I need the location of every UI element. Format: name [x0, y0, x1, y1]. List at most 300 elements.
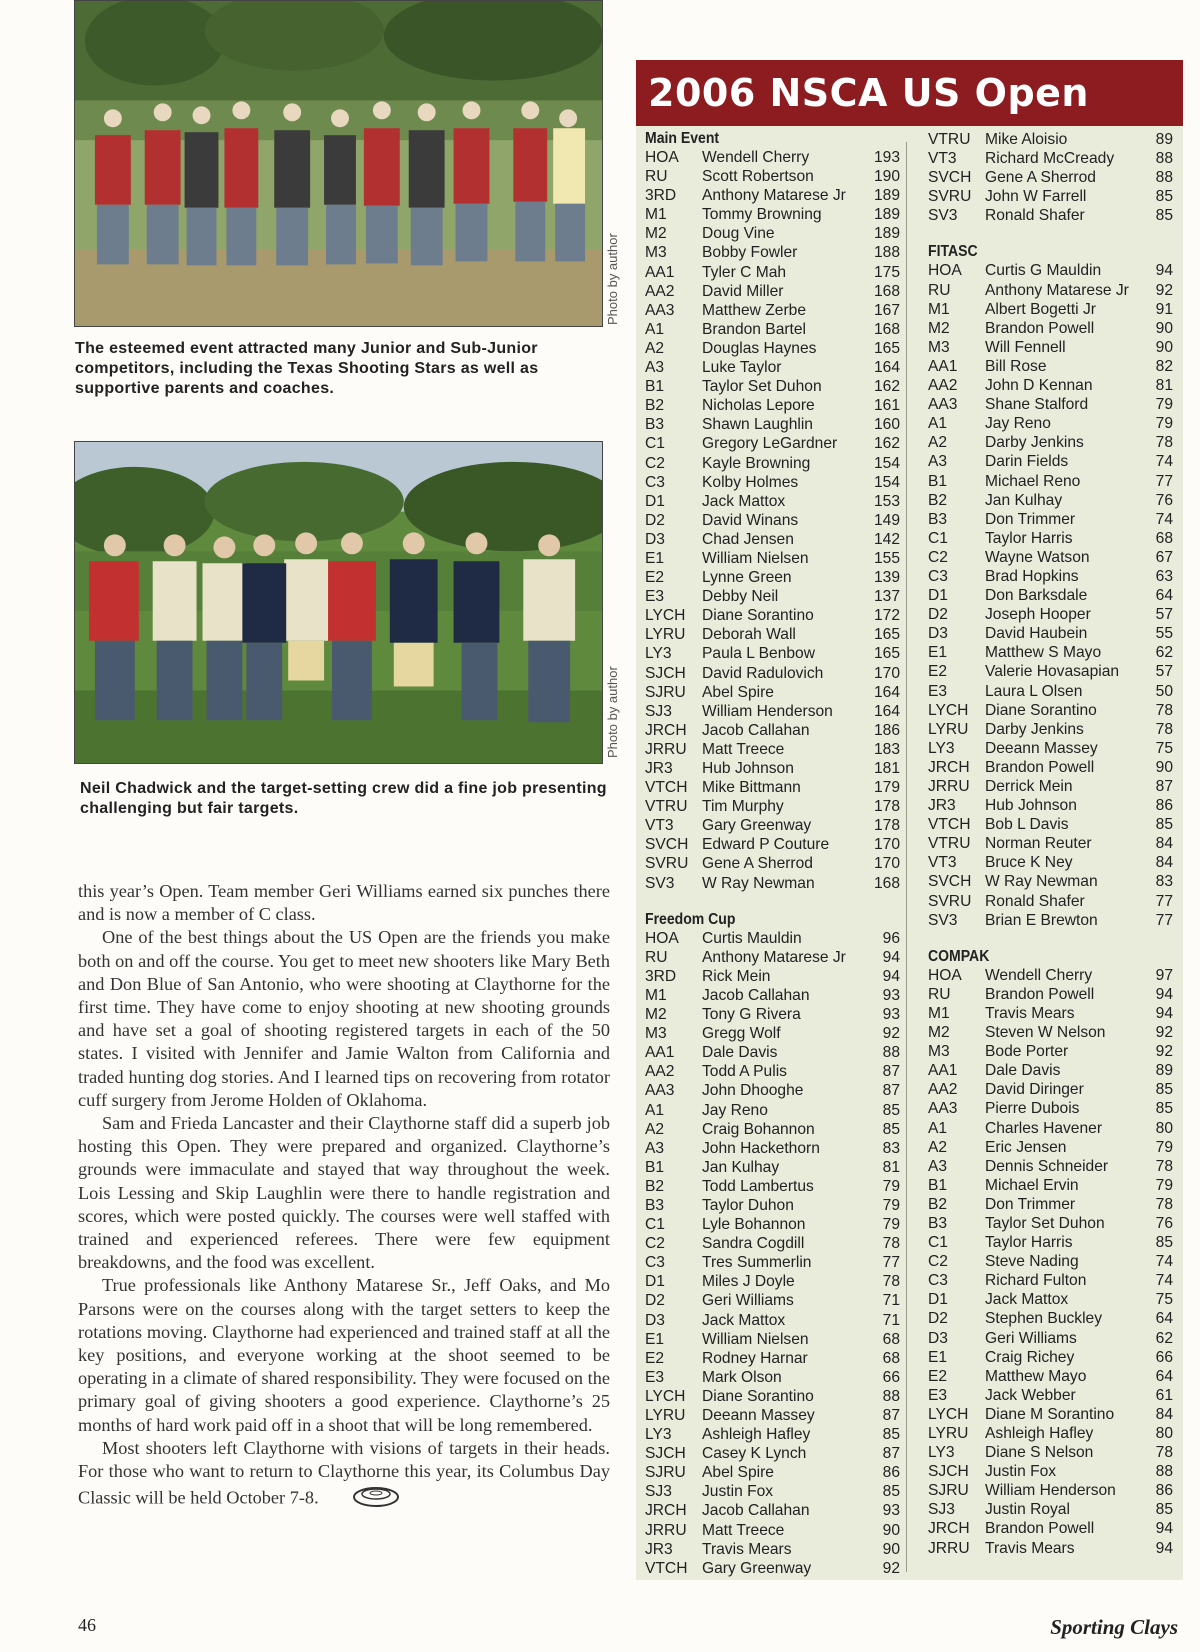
- result-score: 78: [1155, 720, 1173, 738]
- result-name: Miles J Doyle: [702, 1273, 795, 1291]
- result-row: [645, 1406, 900, 1425]
- result-class: M2: [928, 319, 950, 337]
- result-name: Doug Vine: [702, 225, 775, 243]
- result-row: [645, 625, 900, 644]
- result-name: W Ray Newman: [702, 874, 815, 892]
- result-score: 66: [1155, 1348, 1173, 1366]
- result-row: [645, 874, 900, 893]
- result-row: [645, 1005, 900, 1024]
- result-class: JR3: [645, 1540, 673, 1558]
- result-name: Rick Mein: [702, 967, 771, 985]
- result-name: Brandon Powell: [985, 319, 1095, 337]
- result-name: Taylor Set Duhon: [702, 378, 822, 396]
- result-score: 168: [873, 320, 900, 338]
- result-name: Justin Royal: [985, 1501, 1070, 1519]
- page-number: 46: [78, 1615, 96, 1635]
- result-score: 178: [873, 798, 900, 816]
- result-score: 80: [1155, 1425, 1173, 1442]
- result-class: JRRU: [645, 1521, 687, 1539]
- result-score: 183: [873, 740, 900, 758]
- result-row: [928, 872, 1173, 891]
- result-name: Michael Ervin: [985, 1176, 1079, 1194]
- result-name: Brad Hopkins: [985, 567, 1079, 585]
- result-class: B1: [645, 1158, 665, 1176]
- result-name: Gregory LeGardner: [702, 435, 838, 453]
- result-class: SV3: [645, 874, 675, 892]
- result-row: [928, 130, 1173, 149]
- photo-credit-1: Photo by author: [605, 233, 620, 325]
- result-name: Lynne Green: [702, 569, 792, 587]
- result-row: [645, 759, 900, 778]
- result-name: Abel Spire: [702, 1464, 774, 1482]
- result-class: C1: [928, 529, 948, 547]
- result-row: [645, 1196, 900, 1215]
- result-name: Geri Williams: [702, 1292, 794, 1310]
- result-class: C3: [928, 567, 948, 585]
- result-name: Shane Stalford: [985, 396, 1089, 414]
- result-name: Geri Williams: [985, 1329, 1077, 1347]
- photo-caption-1: The esteemed event attracted many Junior and Sub-Junior competitors, including the Texas Shooting Stars as well as supportive parents and coaches.: [75, 340, 539, 397]
- result-row: [645, 664, 900, 683]
- result-class: C1: [928, 1234, 948, 1252]
- result-name: John Hackethorn: [702, 1139, 820, 1157]
- result-class: SVRU: [928, 188, 972, 206]
- result-score: 78: [1155, 434, 1173, 452]
- result-score: 79: [1155, 1138, 1173, 1156]
- result-row: [928, 472, 1173, 491]
- result-row: [928, 985, 1173, 1004]
- result-score: 88: [1155, 1463, 1173, 1481]
- result-class: LYCH: [928, 701, 969, 719]
- result-score: 80: [1155, 1119, 1173, 1137]
- result-row: [928, 1481, 1173, 1500]
- result-name: Steve Nading: [985, 1253, 1079, 1271]
- result-row: [645, 1101, 900, 1120]
- result-class: RU: [645, 948, 668, 966]
- result-class: D3: [645, 1311, 665, 1329]
- result-name: Craig Bohannon: [702, 1120, 815, 1138]
- result-class: VT3: [928, 854, 957, 872]
- result-score: 92: [1155, 1043, 1173, 1061]
- result-class: D1: [645, 1273, 665, 1291]
- result-row: [928, 1042, 1173, 1061]
- result-row: [645, 1387, 900, 1406]
- result-score: 62: [1155, 644, 1173, 662]
- result-score: 87: [882, 1407, 900, 1424]
- result-row: [928, 1080, 1173, 1099]
- result-score: 89: [1155, 131, 1173, 148]
- result-name: Craig Richey: [985, 1348, 1075, 1366]
- result-row: [645, 454, 900, 473]
- result-class: JRRU: [928, 1539, 970, 1557]
- result-class: E1: [645, 1330, 665, 1348]
- result-row: [928, 206, 1173, 225]
- result-class: HOA: [645, 149, 679, 166]
- result-name: Abel Spire: [702, 683, 774, 701]
- result-score: 86: [882, 1464, 900, 1482]
- result-class: AA1: [645, 1044, 675, 1062]
- result-class: E2: [928, 663, 948, 681]
- result-score: 82: [1155, 357, 1173, 375]
- result-score: 85: [882, 1120, 900, 1138]
- result-class: C1: [645, 435, 665, 453]
- result-score: 86: [1155, 1482, 1173, 1500]
- result-name: Gary Greenway: [702, 1559, 812, 1577]
- result-row: [645, 530, 900, 549]
- result-class: M1: [645, 986, 667, 1004]
- result-name: Tim Murphy: [702, 798, 784, 816]
- result-row: [928, 168, 1173, 187]
- result-score: 74: [1155, 510, 1173, 528]
- result-score: 86: [1155, 797, 1173, 815]
- result-name: John Dhooghe: [702, 1082, 804, 1100]
- result-class: B1: [928, 472, 948, 490]
- result-score: 92: [1155, 281, 1173, 299]
- result-name: Brandon Powell: [985, 985, 1095, 1003]
- result-row: [928, 586, 1173, 605]
- result-score: 162: [873, 435, 900, 453]
- result-class: A1: [645, 1101, 665, 1119]
- result-class: AA3: [928, 396, 958, 414]
- result-class: M3: [645, 244, 667, 262]
- result-class: JR3: [928, 797, 956, 815]
- result-row: [645, 1482, 900, 1501]
- result-row: [928, 777, 1173, 796]
- result-row: [645, 1272, 900, 1291]
- result-score: 63: [1155, 567, 1173, 585]
- section-gap: [928, 225, 1173, 243]
- result-row: [928, 1329, 1173, 1348]
- result-row: [928, 338, 1173, 357]
- result-score: 79: [1155, 1176, 1173, 1194]
- result-class: B3: [645, 1196, 665, 1214]
- result-class: A3: [645, 359, 665, 377]
- result-class: RU: [645, 168, 668, 186]
- result-score: 71: [882, 1311, 900, 1329]
- result-class: HOA: [928, 966, 962, 984]
- result-row: [928, 529, 1173, 548]
- result-name: Justin Fox: [702, 1483, 774, 1501]
- result-name: Hub Johnson: [702, 760, 794, 777]
- result-score: 79: [882, 1177, 900, 1195]
- result-class: SJCH: [645, 664, 686, 682]
- result-class: E2: [645, 1349, 665, 1367]
- result-score: 87: [882, 1063, 900, 1081]
- result-row: [928, 1519, 1173, 1538]
- result-class: D3: [928, 1329, 948, 1347]
- result-score: 71: [882, 1292, 900, 1310]
- result-row: [645, 568, 900, 587]
- result-score: 93: [882, 986, 900, 1004]
- result-row: [928, 281, 1173, 300]
- result-class: D3: [928, 625, 948, 643]
- result-class: AA1: [645, 263, 675, 281]
- result-row: [928, 1539, 1173, 1558]
- result-score: 68: [882, 1349, 900, 1367]
- result-name: Tommy Browning: [702, 206, 822, 224]
- result-row: [928, 1023, 1173, 1042]
- result-score: 93: [882, 1502, 900, 1520]
- result-name: Norman Reuter: [985, 835, 1092, 853]
- result-class: LYCH: [645, 1387, 686, 1405]
- result-class: SVCH: [928, 873, 972, 891]
- result-row: [928, 1443, 1173, 1462]
- result-score: 193: [873, 149, 900, 166]
- result-name: Taylor Harris: [985, 529, 1073, 547]
- result-score: 91: [1155, 300, 1173, 318]
- result-class: C3: [928, 1272, 948, 1290]
- result-score: 81: [1155, 377, 1173, 395]
- result-score: 78: [1155, 1444, 1173, 1462]
- result-score: 88: [1155, 150, 1173, 168]
- article-paragraph: Sam and Frieda Lancaster and their Claythorne staff did a superb job hosting this Open. They were prepared and organized. Claythorne’s grounds were immaculate and stayed that way throughout the week. Lois Lessing and Skip Laughlin were there to handle registration and scores, which were posted quickly. The courses were well staffed with trained and experienced referees. There were few equipment breakdowns, and the food was excellent.: [78, 1113, 610, 1273]
- result-name: Mike Bittmann: [702, 779, 801, 797]
- result-score: 85: [1155, 1234, 1173, 1252]
- result-row: [645, 986, 900, 1005]
- result-score: 67: [1155, 548, 1173, 566]
- result-class: E1: [645, 549, 665, 567]
- result-class: AA3: [645, 301, 675, 319]
- result-name: Don Trimmer: [985, 1195, 1076, 1213]
- result-score: 74: [1155, 1253, 1173, 1271]
- result-score: 85: [882, 1426, 900, 1444]
- result-score: 76: [1155, 1214, 1173, 1232]
- result-class: SJRU: [645, 1464, 686, 1482]
- result-row: [645, 167, 900, 186]
- result-name: Jacob Callahan: [702, 1502, 810, 1520]
- result-class: JRCH: [645, 1502, 687, 1520]
- result-score: 188: [873, 244, 900, 262]
- result-row: [928, 414, 1173, 433]
- result-row: [928, 892, 1173, 911]
- result-class: SJRU: [928, 1482, 969, 1500]
- section-gap: [928, 930, 1173, 948]
- result-row: [928, 1195, 1173, 1214]
- result-name: Bill Rose: [985, 357, 1047, 375]
- result-name: Scott Robertson: [702, 168, 814, 186]
- article-paragraph: True professionals like Anthony Matarese Sr., Jeff Oaks, and Mo Parsons were on the courses along with the target setters to keep the rotations moving. Claythorne had experienced and trained staff at all the key positions, and everyone working at the shoot seemed to be operating in a climate of shared responsibility. They were focused on the primary goal of giving shooters a good experience. Claythorne’s 25 months of hard work paid off in a shoot that will be long remembered.: [78, 1275, 610, 1435]
- result-row: [645, 263, 900, 282]
- result-row: [928, 1462, 1173, 1481]
- result-class: LYRU: [645, 1407, 686, 1424]
- result-name: Dale Davis: [702, 1044, 778, 1062]
- result-row: [645, 967, 900, 986]
- result-name: Todd A Pulis: [702, 1063, 787, 1081]
- result-class: AA3: [928, 1100, 958, 1118]
- result-class: JRCH: [928, 758, 970, 776]
- result-class: E1: [928, 1348, 948, 1366]
- result-class: M3: [928, 338, 950, 356]
- result-name: Douglas Haynes: [702, 339, 817, 357]
- result-row: [928, 491, 1173, 510]
- article-paragraph: One of the best things about the US Open are the friends you make both on and off the course. You get to meet new shooters like Mary Beth and Don Blue of San Antonio, who were shooting at Claythorne for the first time. They have come to enjoy shooting at new shooting grounds and have set a goal of shooting registered targets in each of the 50 states. I visited with Jennifer and Jamie Walton from California and traded hunting dog stories. And I learned tips on recovering from rotator cuff surgery from Jerome Holden of Oklahoma.: [78, 927, 610, 1110]
- result-class: C2: [645, 454, 665, 472]
- result-class: VTRU: [928, 131, 971, 148]
- result-row: [645, 1120, 900, 1139]
- result-row: [645, 1043, 900, 1062]
- result-class: E2: [645, 569, 665, 587]
- result-score: 89: [1155, 1062, 1173, 1080]
- result-class: AA2: [928, 1081, 958, 1099]
- result-row: [928, 911, 1173, 930]
- result-name: Will Fennell: [985, 338, 1066, 356]
- result-score: 85: [882, 1483, 900, 1501]
- result-name: Wendell Cherry: [985, 966, 1093, 984]
- result-row: [645, 1521, 900, 1540]
- section-title: Freedom Cup: [645, 910, 736, 928]
- result-score: 78: [882, 1235, 900, 1253]
- result-class: SVRU: [645, 855, 689, 873]
- result-score: 57: [1155, 663, 1173, 681]
- result-row: [645, 1425, 900, 1444]
- section-title: FITASC: [928, 243, 978, 261]
- result-class: B3: [928, 510, 948, 528]
- result-row: [645, 1024, 900, 1043]
- result-name: Sandra Cogdill: [702, 1235, 805, 1253]
- result-row: [928, 1252, 1173, 1271]
- result-class: LY3: [645, 1426, 672, 1444]
- result-name: Bob L Davis: [985, 816, 1069, 834]
- result-class: SJCH: [645, 1445, 686, 1463]
- result-name: Ronald Shafer: [985, 207, 1085, 225]
- result-row: [645, 549, 900, 568]
- result-score: 92: [882, 1025, 900, 1043]
- result-row: [928, 1309, 1173, 1328]
- result-row: [928, 433, 1173, 452]
- result-name: Don Barksdale: [985, 587, 1088, 605]
- result-class: SVCH: [645, 836, 689, 854]
- result-row: [645, 1253, 900, 1272]
- result-class: C2: [928, 548, 948, 566]
- result-row: [928, 319, 1173, 338]
- result-class: M3: [645, 1025, 667, 1043]
- result-name: Chad Jensen: [702, 530, 794, 548]
- result-name: Anthony Matarese Jr: [985, 281, 1129, 299]
- result-row: [928, 1500, 1173, 1519]
- result-name: Valerie Hovasapian: [985, 663, 1120, 681]
- result-class: AA2: [645, 282, 675, 300]
- result-name: Tyler C Mah: [702, 263, 787, 281]
- result-score: 170: [873, 855, 900, 873]
- result-class: LYRU: [645, 626, 686, 644]
- result-class: VTCH: [928, 816, 971, 834]
- section-title: Main Event: [645, 130, 720, 147]
- result-score: 78: [1155, 701, 1173, 719]
- result-class: A1: [928, 415, 948, 433]
- result-name: William Nielsen: [702, 549, 809, 567]
- result-score: 87: [1155, 778, 1173, 795]
- result-score: 94: [1155, 1004, 1173, 1022]
- result-name: Kayle Browning: [702, 454, 811, 472]
- result-score: 178: [873, 817, 900, 835]
- result-score: 168: [873, 874, 900, 892]
- result-score: 57: [1155, 606, 1173, 624]
- result-name: William Henderson: [702, 702, 833, 720]
- column-divider: [906, 142, 907, 1572]
- result-name: Bobby Fowler: [702, 244, 798, 262]
- result-score: 77: [882, 1254, 900, 1272]
- result-class: SJCH: [928, 1463, 969, 1481]
- result-name: Tony G Rivera: [702, 1006, 801, 1024]
- result-class: SVCH: [928, 169, 972, 187]
- result-name: Michael Reno: [985, 472, 1081, 490]
- result-name: Matthew Zerbe: [702, 301, 807, 319]
- result-class: VTCH: [645, 1559, 688, 1577]
- result-row: [645, 778, 900, 797]
- result-name: John W Farrell: [985, 188, 1087, 206]
- result-class: D1: [928, 1291, 948, 1309]
- result-row: [928, 300, 1173, 319]
- result-row: [928, 1290, 1173, 1309]
- result-class: VTCH: [645, 779, 688, 797]
- result-name: Steven W Nelson: [985, 1024, 1106, 1042]
- result-score: 93: [882, 1006, 900, 1024]
- result-name: Bode Porter: [985, 1043, 1069, 1061]
- photo-credit-2: Photo by author: [605, 666, 620, 758]
- result-row: [645, 587, 900, 606]
- result-class: E2: [928, 1367, 948, 1385]
- result-row: [928, 834, 1173, 853]
- result-row: [645, 1349, 900, 1368]
- result-score: 94: [1155, 985, 1173, 1003]
- result-row: [645, 1540, 900, 1559]
- result-row: [928, 624, 1173, 643]
- result-row: [645, 1444, 900, 1463]
- result-name: Taylor Set Duhon: [985, 1214, 1105, 1232]
- result-name: Tres Summerlin: [702, 1254, 812, 1272]
- result-class: M2: [645, 1006, 667, 1024]
- clay-target-icon: [327, 1483, 401, 1515]
- result-class: A2: [928, 434, 948, 452]
- result-class: A2: [645, 339, 665, 357]
- result-score: 88: [1155, 169, 1173, 187]
- photo-target-crew: [74, 441, 603, 764]
- result-name: Joseph Hooper: [985, 606, 1091, 624]
- result-score: 97: [1155, 966, 1173, 984]
- result-class: M1: [928, 1004, 950, 1022]
- result-score: 155: [873, 549, 900, 567]
- result-name: Nicholas Lepore: [702, 397, 815, 415]
- result-class: M3: [928, 1043, 950, 1061]
- result-name: Stephen Buckley: [985, 1310, 1103, 1328]
- result-name: Brandon Powell: [985, 758, 1095, 776]
- result-score: 164: [873, 702, 900, 720]
- result-score: 165: [873, 645, 900, 663]
- result-class: JR3: [645, 760, 673, 777]
- results-sidebar: [636, 60, 1183, 1580]
- result-row: [645, 377, 900, 396]
- result-row: [928, 1176, 1173, 1195]
- result-row: [928, 1405, 1173, 1424]
- result-class: C3: [645, 1254, 665, 1272]
- result-class: A2: [645, 1120, 665, 1138]
- result-name: Don Trimmer: [985, 510, 1076, 528]
- result-class: LYRU: [928, 1425, 969, 1442]
- result-row: [645, 320, 900, 339]
- result-row: [928, 1157, 1173, 1176]
- result-class: JRCH: [645, 721, 687, 739]
- result-name: Mike Aloisio: [985, 131, 1068, 148]
- result-score: 81: [882, 1158, 900, 1176]
- result-score: 77: [1155, 472, 1173, 490]
- result-class: B2: [928, 491, 948, 509]
- result-name: Ashleigh Hafley: [985, 1425, 1094, 1442]
- result-score: 87: [882, 1445, 900, 1463]
- result-score: 85: [1155, 816, 1173, 834]
- result-score: 165: [873, 626, 900, 644]
- result-score: 85: [1155, 207, 1173, 225]
- result-row: [928, 1424, 1173, 1443]
